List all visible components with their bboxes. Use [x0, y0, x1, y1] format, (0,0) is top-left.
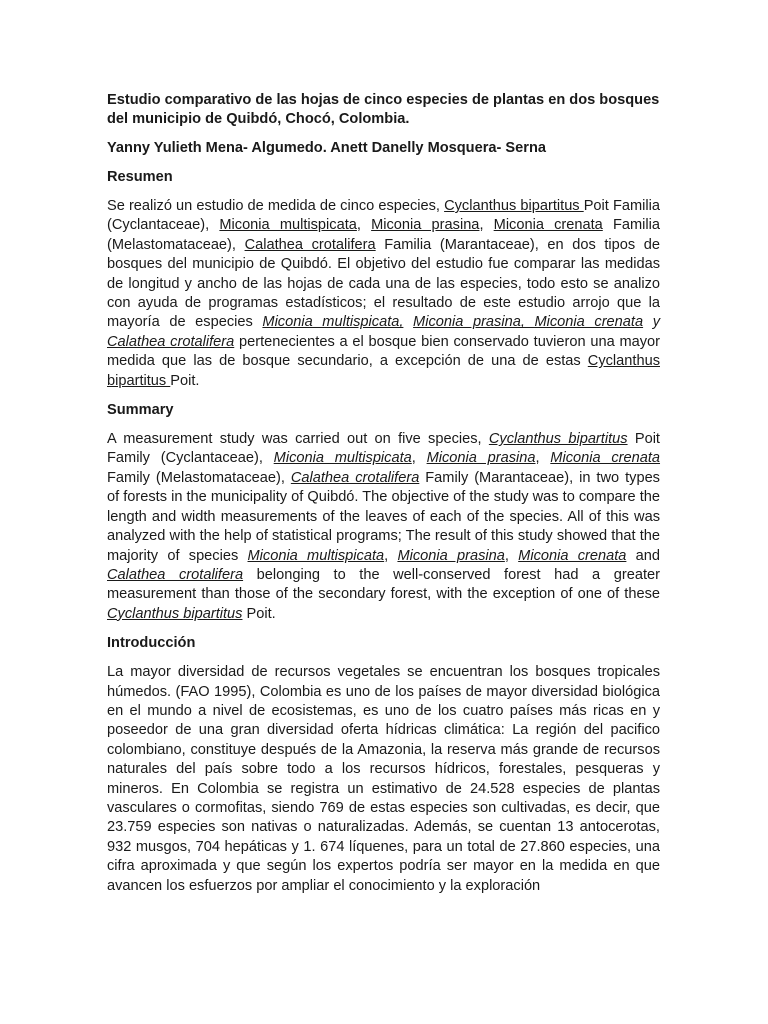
resumen-text: Poit Familia (Cyclantaceae),: [107, 198, 660, 234]
resumen-text: [403, 314, 413, 330]
resumen-paragraph: [107, 197, 660, 391]
species-name: Miconia multispicata: [273, 450, 412, 467]
species-name: Miconia prasina, Miconia crenata: [413, 314, 644, 331]
species-name: Calathea crotalifera: [107, 566, 244, 583]
resumen-text: ,: [356, 217, 372, 234]
summary-text: ,: [411, 450, 427, 467]
resumen-text: ,: [479, 217, 494, 234]
summary-text: ,: [535, 450, 551, 467]
resumen-text: Se realizó un estudio de medida de cinco especies,: [107, 198, 445, 214]
species-name: Miconia prasina: [426, 450, 536, 467]
resumen-text: Familia (Marantaceae), en dos tipos de bosques del municipio de Quibdó. El objetivo del estudio fue comparar las medidas de longitud y ancho de las hojas de cada una de las especies, todo esto se analizo con ayuda de programas estadísticos; el resultado de este estudio arrojo que la mayoría de especies: [107, 236, 660, 331]
resumen-text: Familia (Melastomataceae),: [107, 217, 660, 253]
summary-text: A measurement study was carried out on five species,: [107, 431, 489, 448]
species-name: Cyclanthus bipartitus: [444, 198, 584, 214]
summary-heading: Summary: [107, 402, 174, 419]
summary-text: Family (Melastomataceae),: [107, 469, 291, 486]
resumen-text: Poit.: [170, 372, 200, 389]
summary-text: belonging to the well-conserved forest had a greater measurement than those of the secondary forest, with the exception of one of these: [107, 566, 660, 603]
species-name: Calathea crotalifera: [107, 333, 235, 350]
species-name: Calathea crotalifera: [244, 236, 376, 253]
summary-text: ,: [384, 547, 398, 564]
paper-authors: Yanny Yulieth Mena- Algumedo. Anett Danelly Mosquera- Serna: [107, 140, 546, 156]
species-name: Miconia prasina: [397, 547, 505, 564]
paper-title: Estudio comparativo de las hojas de cinco especies de plantas en dos bosques del municipio de Quibdó, Chocó, Colombia.: [107, 92, 660, 127]
introduccion-paragraph: La mayor diversidad de recursos vegetales se encuentran los bosques tropicales húmedos. (FAO 1995), Colombia es uno de los países de mayor diversidad biológica en el mundo a nivel de ecosistemas, es uno de los cuatro países más ricas en y poseedor de una gran diversidad oferta hídricas climática: La región del pacifico colombiano, constituye después de la Amazonia, la reserva más grande de recursos naturales del país sobre todo a los recursos hídricos, forestales, pesqueras y mineros. En Colombia se registra un estimativo de 24.528 especies de plantas vasculares o cormofitas, siendo 769 de estas especies son cultivadas, es decir, que 23.759 especies son nativas o naturalizadas. Además, se cuentan 13 antocerotas, 932 musgos, 704 hepáticas y 1. 674 líquenes, para un total de 27.860 especies, una cifra aproximada y que según los expertos podría ser mayor en la medida en que avancen los esfuerzos por ampliar el conocimiento y la exploración: [107, 664, 660, 894]
species-name: Cyclanthus bipartitus: [107, 605, 243, 622]
species-name: Miconia multispicata: [247, 547, 385, 564]
species-name: Miconia crenata: [518, 547, 627, 564]
resumen-text: y: [643, 314, 660, 331]
summary-text: Family (Marantaceae), in two types of forests in the municipality of Quibdó. The objective of the study was to compare the length and width measurements of the leaves of each of the species. All of this was analyzed with the help of statistical programs; The result of this study showed that the majority of species: [107, 469, 660, 564]
summary-text: and: [626, 547, 661, 564]
species-name: Miconia crenata: [493, 217, 603, 234]
species-name: Miconia multispicata: [219, 217, 357, 234]
resumen-text: pertenecientes a el bosque bien conservado tuvieron una mayor medida que las de bosque secundario, a excepción de una de estas: [107, 333, 660, 370]
species-name: Miconia crenata: [550, 450, 661, 467]
species-name: Cyclanthus bipartitus: [107, 353, 660, 389]
summary-paragraph: [107, 430, 660, 624]
resumen-heading: Resumen: [107, 169, 173, 185]
species-name: Calathea crotalifera: [290, 469, 420, 486]
document-page: [107, 91, 660, 906]
summary-text: Poit.: [242, 605, 276, 622]
species-name: Cyclanthus bipartitus: [488, 431, 628, 448]
species-name: Miconia multispicata,: [262, 314, 404, 331]
introduccion-heading: Introducción: [107, 635, 196, 652]
summary-text: Poit Family (Cyclantaceae),: [107, 431, 660, 467]
summary-text: ,: [504, 547, 519, 564]
species-name: Miconia prasina: [371, 217, 480, 234]
